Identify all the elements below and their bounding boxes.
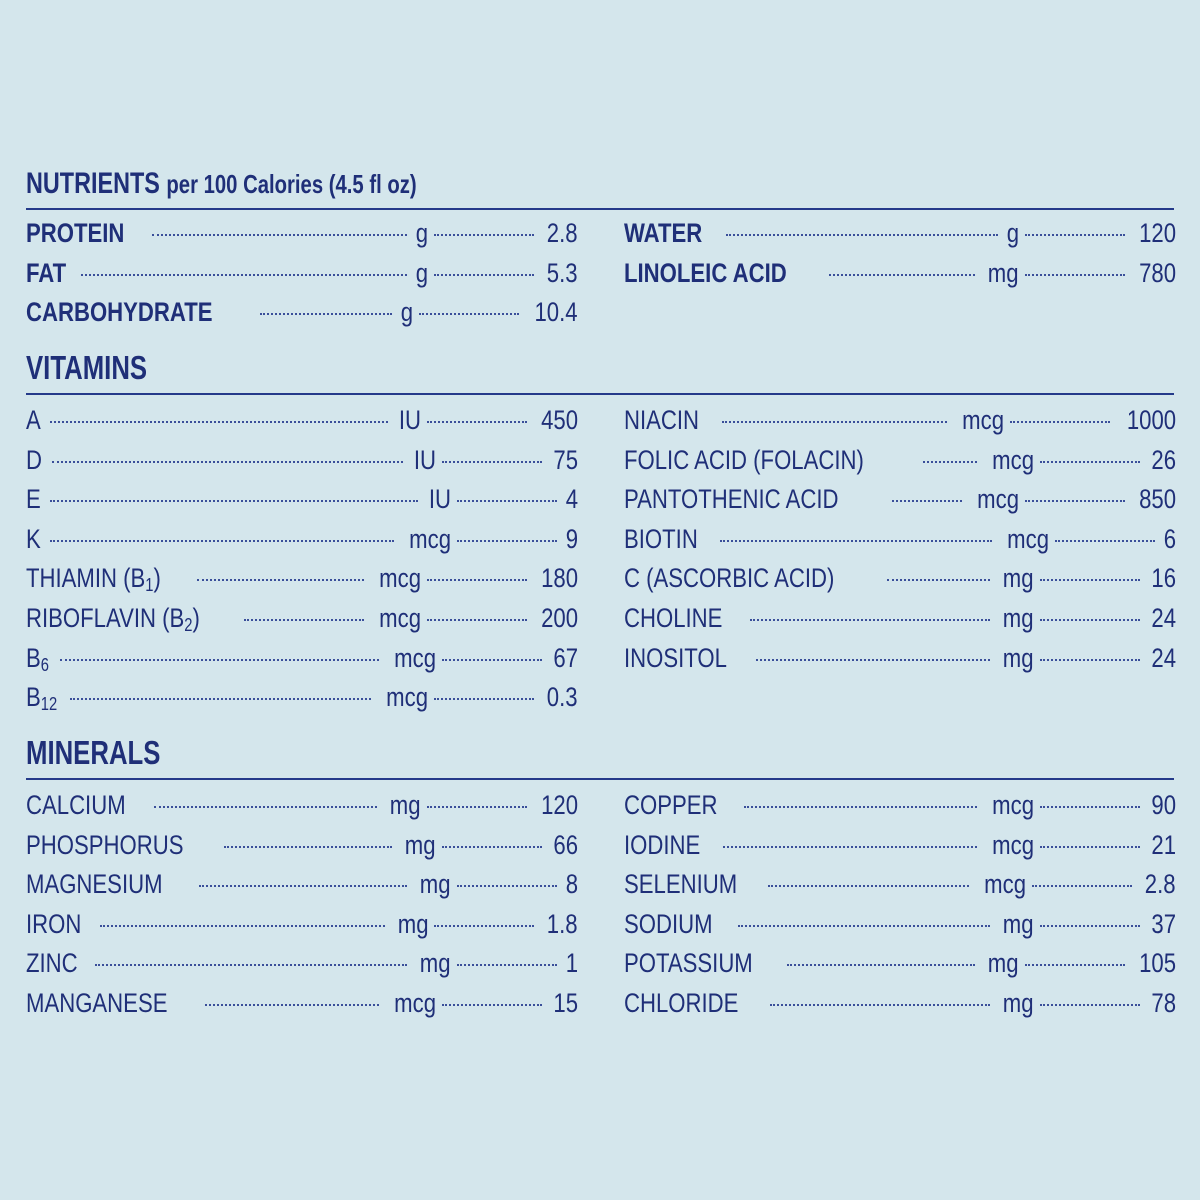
nutrient-name: MAGNESIUM <box>26 869 163 900</box>
leader-dots <box>95 964 407 966</box>
leader-dots <box>1032 885 1132 887</box>
nutrient-row <box>26 484 578 522</box>
nutrient-name: A <box>26 405 41 435</box>
nutrient-row <box>624 988 1176 1026</box>
nutrient-name: LINOLEIC ACID <box>624 257 787 288</box>
nutrient-unit: mg <box>988 257 1019 288</box>
nutrient-name: IODINE <box>624 829 701 860</box>
leader-dots <box>442 846 542 848</box>
nutrient-value: 450 <box>541 405 578 435</box>
nutrient-row <box>624 258 1176 296</box>
nutrient-unit: IU <box>413 444 436 475</box>
leader-dots <box>427 579 527 581</box>
nutrient-value: 1000 <box>1126 405 1176 435</box>
leader-dots <box>1055 540 1155 542</box>
title-rest: per 100 Calories (4.5 fl oz) <box>166 169 417 199</box>
nutrient-row <box>26 297 578 335</box>
leader-dots <box>829 274 976 276</box>
nutrient-name: INOSITOL <box>624 642 727 673</box>
nutrient-row <box>624 948 1176 986</box>
leader-dots <box>1040 579 1140 581</box>
nutrient-row <box>624 445 1176 483</box>
leader-dots <box>50 421 388 423</box>
nutrient-value: 90 <box>1151 790 1176 820</box>
nutrient-value: 0.3 <box>547 682 578 713</box>
nutrient-row <box>26 682 578 720</box>
leader-dots <box>1040 619 1140 621</box>
nutrient-unit: mg <box>1003 563 1034 594</box>
nutrient-value: 850 <box>1139 484 1176 515</box>
leader-dots <box>722 421 947 423</box>
nutrient-row <box>26 218 578 256</box>
nutrient-unit: mg <box>1003 908 1034 939</box>
leader-dots <box>723 846 977 848</box>
nutrient-row <box>624 524 1176 562</box>
nutrient-name: PANTOTHENIC ACID <box>624 484 839 515</box>
nutrient-value: 4 <box>565 484 578 515</box>
nutrient-unit: IU <box>428 484 451 515</box>
nutrient-unit: IU <box>398 405 421 435</box>
leader-dots <box>205 1004 379 1006</box>
vitamins-heading: VITAMINS <box>26 349 148 386</box>
nutrient-name: $B_6$ <box>26 642 49 675</box>
nutrient-value: 5.3 <box>547 257 578 288</box>
nutrient-name: E <box>26 484 41 515</box>
leader-dots <box>1025 274 1125 276</box>
leader-dots <box>770 1004 991 1006</box>
nutrient-name: SODIUM <box>624 908 713 939</box>
nutrient-unit: mcg <box>992 829 1034 860</box>
nutrient-row <box>624 405 1176 443</box>
nutrient-unit: mg <box>988 948 1019 979</box>
nutrient-name: ZINC <box>26 948 78 979</box>
leader-dots <box>457 885 557 887</box>
leader-dots <box>1040 806 1140 808</box>
nutrient-row <box>26 603 578 641</box>
nutrient-unit: mg <box>420 869 451 900</box>
nutrient-value: 75 <box>553 444 578 475</box>
nutrient-value: 24 <box>1151 642 1176 673</box>
nutrient-name: BIOTIN <box>624 523 698 554</box>
nutrient-row <box>624 830 1176 868</box>
nutrient-name: SELENIUM <box>624 869 738 900</box>
nutrient-row <box>624 218 1176 256</box>
nutrient-row <box>26 563 578 601</box>
nutrient-unit: mg <box>405 829 436 860</box>
leader-dots <box>457 540 557 542</box>
nutrient-unit: mcg <box>379 603 421 633</box>
nutrient-row <box>26 869 578 907</box>
nutrient-name: IRON <box>26 908 82 939</box>
leader-dots <box>750 619 990 621</box>
leader-dots <box>442 1004 542 1006</box>
nutrient-name: RIBOFLAVIN $(B_2)$ <box>26 603 200 635</box>
title-main: NUTRIENTS <box>26 167 160 200</box>
nutrient-name: CHOLINE <box>624 603 723 633</box>
nutrient-value: 24 <box>1151 603 1176 633</box>
nutrient-unit: mg <box>1003 642 1034 673</box>
nutrient-unit: g <box>416 218 429 248</box>
nutrient-unit: g <box>1006 218 1019 248</box>
nutrient-name: D <box>26 444 42 475</box>
nutrient-name: COPPER <box>624 790 718 820</box>
nutrient-value: 21 <box>1151 829 1176 860</box>
nutrient-value: 200 <box>541 603 578 633</box>
nutrient-name: CHLORIDE <box>624 988 739 1018</box>
nutrient-value: 105 <box>1139 948 1176 979</box>
nutrient-value: 1.8 <box>547 908 578 939</box>
nutrient-row <box>26 988 578 1026</box>
leader-dots <box>892 500 962 502</box>
nutrient-value: 15 <box>553 988 578 1018</box>
nutrient-unit: mcg <box>962 405 1004 435</box>
leader-dots <box>434 925 534 927</box>
nutrient-name: WATER <box>624 218 703 248</box>
nutrient-unit: mcg <box>386 682 429 713</box>
leader-dots <box>197 579 364 581</box>
nutrient-value: 16 <box>1151 563 1176 594</box>
vitamins-rule <box>26 393 1174 395</box>
nutrient-value: 120 <box>541 790 578 820</box>
leader-dots <box>457 500 557 502</box>
nutrient-unit: g <box>416 257 429 288</box>
nutrient-value: 120 <box>1139 218 1176 248</box>
leader-dots <box>1040 1004 1140 1006</box>
leader-dots <box>442 461 542 463</box>
nutrient-row <box>624 790 1176 828</box>
nutrient-row <box>624 909 1176 947</box>
leader-dots <box>744 806 977 808</box>
nutrient-unit: mg <box>1003 988 1034 1018</box>
nutrient-unit: g <box>401 297 414 328</box>
leader-dots <box>1040 659 1140 661</box>
nutrient-row <box>26 445 578 483</box>
nutrient-name: PHOSPHORUS <box>26 829 184 860</box>
leader-dots <box>152 234 407 236</box>
nutrient-unit: mcg <box>992 790 1034 820</box>
nutrient-value: 37 <box>1151 908 1176 939</box>
nutrient-unit: mcg <box>409 523 451 554</box>
nutrient-unit: mcg <box>394 642 436 673</box>
leader-dots <box>50 500 418 502</box>
leader-dots <box>224 846 392 848</box>
nutrient-row <box>26 948 578 986</box>
nutrient-name: FAT <box>26 257 67 288</box>
title-rule <box>26 208 1174 210</box>
nutrient-value: 8 <box>565 869 578 900</box>
nutrient-value: 6 <box>1163 523 1176 554</box>
leader-dots <box>60 659 379 661</box>
leader-dots <box>787 964 975 966</box>
leader-dots <box>434 274 534 276</box>
nutrient-unit: mcg <box>394 988 436 1018</box>
nutrient-name: CARBOHYDRATE <box>26 297 213 328</box>
leader-dots <box>1040 846 1140 848</box>
leader-dots <box>738 925 990 927</box>
nutrient-row <box>624 643 1176 681</box>
leader-dots <box>442 659 542 661</box>
nutrient-unit: mg <box>420 948 451 979</box>
nutrient-value: 780 <box>1139 257 1176 288</box>
nutrient-name: K <box>26 523 41 554</box>
leader-dots <box>244 619 364 621</box>
nutrient-unit: mg <box>397 908 429 939</box>
minerals-rule <box>26 778 1174 780</box>
nutrient-row <box>624 563 1176 601</box>
leader-dots <box>70 698 371 700</box>
leader-dots <box>1025 964 1125 966</box>
nutrient-row <box>26 830 578 868</box>
nutrient-unit: mcg <box>992 444 1034 475</box>
nutrient-name: PROTEIN <box>26 218 125 248</box>
nutrient-name: CALCIUM <box>26 790 126 820</box>
leader-dots <box>154 806 378 808</box>
leader-dots <box>726 234 998 236</box>
nutrient-value: 66 <box>553 829 578 860</box>
nutrient-unit: mcg <box>984 869 1027 900</box>
nutrient-row <box>624 869 1176 907</box>
leader-dots <box>923 461 977 463</box>
nutrient-name: MANGANESE <box>26 988 168 1018</box>
nutrient-value: 67 <box>553 642 578 673</box>
nutrient-name: NIACIN <box>624 405 700 435</box>
leader-dots <box>427 806 527 808</box>
nutrient-value: 2.8 <box>547 218 578 248</box>
leader-dots <box>1040 925 1140 927</box>
minerals-heading: MINERALS <box>26 734 161 771</box>
leader-dots <box>100 925 385 927</box>
leader-dots <box>419 313 519 315</box>
leader-dots <box>434 698 534 700</box>
leader-dots <box>427 421 527 423</box>
leader-dots <box>1040 461 1140 463</box>
leader-dots <box>887 579 991 581</box>
nutrient-value: 10.4 <box>534 297 578 328</box>
nutrient-name: POTASSIUM <box>624 948 753 979</box>
leader-dots <box>81 274 407 276</box>
nutrient-row <box>26 524 578 562</box>
nutrient-name: THIAMIN $(B_1)$ <box>26 563 161 596</box>
panel-title <box>26 164 417 204</box>
leader-dots <box>756 659 991 661</box>
leader-dots <box>50 540 394 542</box>
nutrient-unit: mcg <box>1007 523 1049 554</box>
nutrient-value: 1 <box>565 948 578 979</box>
nutrient-name: C (ASCORBIC ACID) <box>624 563 835 594</box>
nutrient-unit: mcg <box>379 563 421 594</box>
nutrient-row <box>624 603 1176 641</box>
nutrient-value: 78 <box>1151 988 1176 1018</box>
leader-dots <box>434 234 534 236</box>
leader-dots <box>427 619 527 621</box>
nutrient-value: 2.8 <box>1145 869 1176 900</box>
nutrient-name: FOLIC ACID (FOLACIN) <box>624 444 864 475</box>
leader-dots <box>1025 234 1125 236</box>
nutrient-unit: mg <box>390 790 421 820</box>
nutrient-row <box>624 484 1176 522</box>
leader-dots <box>260 313 393 315</box>
nutrient-row <box>26 790 578 828</box>
nutrient-unit: mg <box>1003 603 1034 633</box>
leader-dots <box>720 540 992 542</box>
leader-dots <box>52 461 403 463</box>
nutrient-value: 9 <box>565 523 578 554</box>
nutrient-row <box>26 909 578 947</box>
leader-dots <box>768 885 969 887</box>
nutrient-row <box>26 405 578 443</box>
nutrient-row <box>26 643 578 681</box>
nutrient-unit: mcg <box>977 484 1019 515</box>
leader-dots <box>199 885 408 887</box>
nutrient-value: 180 <box>541 563 578 594</box>
nutrient-value: 26 <box>1151 444 1176 475</box>
leader-dots <box>457 964 557 966</box>
nutrient-row <box>26 258 578 296</box>
leader-dots <box>1010 421 1110 423</box>
nutrient-name: $B_{12}$ <box>26 682 58 715</box>
leader-dots <box>1025 500 1125 502</box>
